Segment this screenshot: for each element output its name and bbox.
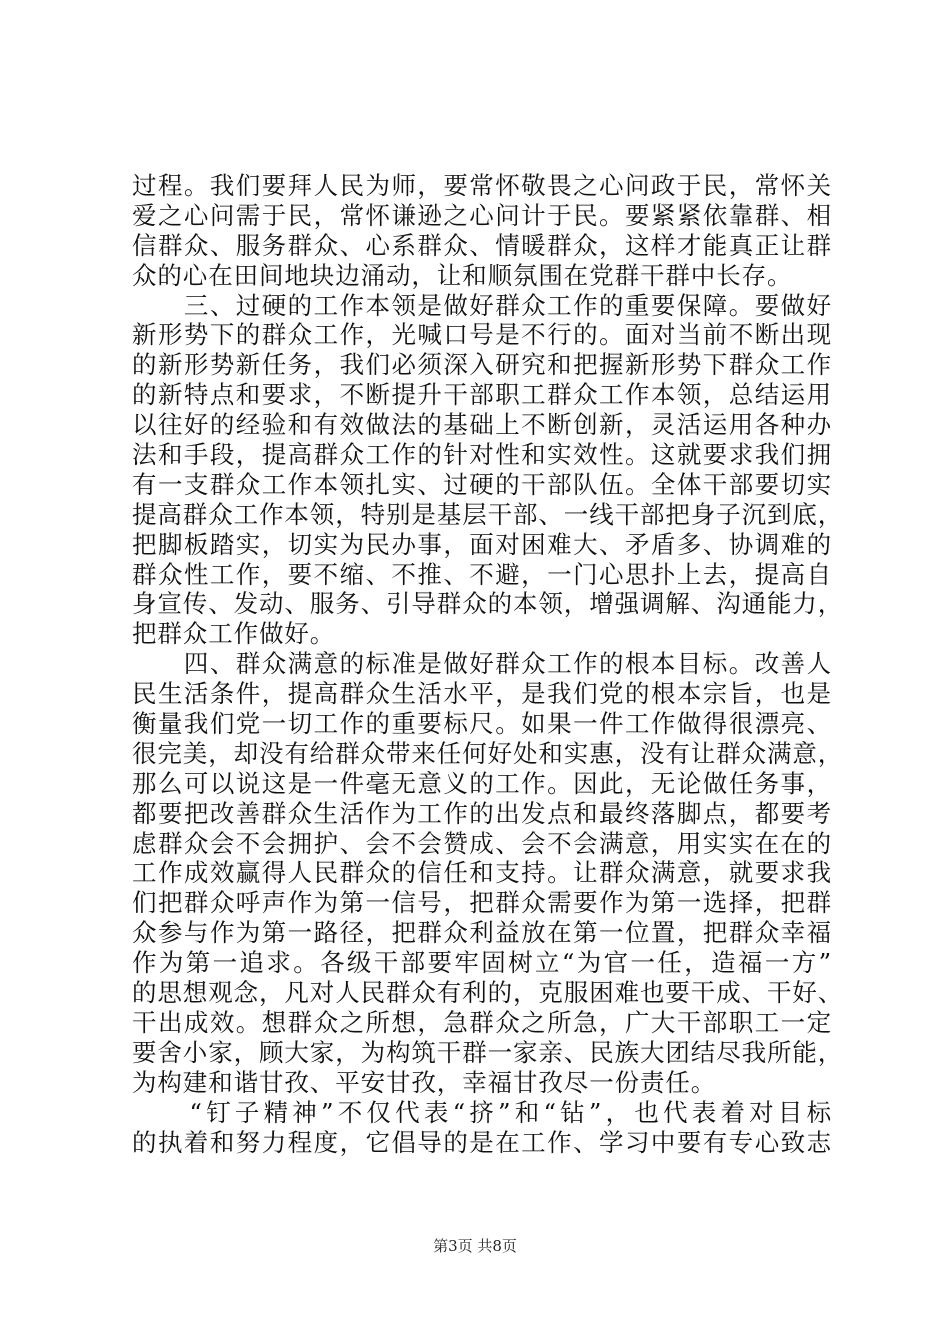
text-line: 要舍小家，顾大家，为构筑干群一家亲、民族大团结尽我所能， [132, 1037, 844, 1067]
text-line: 众参与作为第一路径，把群众利益放在第一位置，把群众幸福 [132, 918, 832, 948]
text-line: 作为第一追求。各级干部要牢固树立“为官一任，造福一方” [132, 948, 832, 978]
page-number: 第3页 共8页 [433, 1237, 517, 1255]
text-line: 干出成效。想群众之所想，急群众之所急，广大干部职工一定 [132, 1007, 832, 1037]
text-line: 身宣传、发动、服务、引导群众的本领，增强调解、沟通能力， [132, 589, 844, 619]
text-line: 爱之心问需于民，常怀谦逊之心问计于民。要紧紧依靠群、相 [132, 200, 832, 230]
text-line: 民生活条件，提高群众生活水平，是我们党的根本宗旨，也是 [132, 679, 832, 709]
text-line: 为构建和谐甘孜、平安甘孜，幸福甘孜尽一份责任。 [132, 1067, 717, 1097]
text-line: 的新特点和要求，不断提升干部职工群众工作本领，总结运用 [132, 380, 832, 410]
text-line: 过程。我们要拜人民为师，要常怀敬畏之心问政于民，常怀关 [132, 171, 832, 200]
text-line: 虑群众会不会拥护、会不会赞成、会不会满意，用实实在在的 [132, 828, 832, 858]
text-line: 提高群众工作本领，特别是基层干部、一线干部把身子沉到底， [132, 499, 844, 529]
text-line: 们把群众呼声作为第一信号，把群众需要作为第一选择，把群 [132, 888, 832, 918]
text-line: 工作成效赢得人民群众的信任和支持。让群众满意，就要求我 [132, 858, 832, 888]
text-line: 的新形势新任务，我们必须深入研究和把握新形势下群众工作 [132, 350, 832, 380]
text-line: 把脚板踏实，切实为民办事，面对困难大、矛盾多、协调难的 [132, 529, 832, 559]
text-line: 衡量我们党一切工作的重要标尺。如果一件工作做得很漂亮、 [132, 709, 832, 739]
text-line: 都要把改善群众生活作为工作的出发点和最终落脚点，都要考 [132, 798, 832, 828]
text-line: 新形势下的群众工作，光喊口号是不行的。面对当前不断出现 [132, 320, 832, 350]
text-line: 那么可以说这是一件毫无意义的工作。因此，无论做任务事， [132, 768, 832, 798]
text-line: 以往好的经验和有效做法的基础上不断创新，灵活运用各种办 [132, 410, 832, 440]
text-line: 四、群众满意的标准是做好群众工作的根本目标。改善人 [132, 649, 832, 679]
text-line: 信群众、服务群众、心系群众、情暖群众，这样才能真正让群 [132, 230, 832, 260]
text-line: 法和手段，提高群众工作的针对性和实效性。这就要求我们拥 [132, 440, 832, 470]
text-line: 把群众工作做好。 [132, 619, 336, 649]
text-line: 有一支群众工作本领扎实、过硬的干部队伍。全体干部要切实 [132, 469, 832, 499]
text-line: 的思想观念，凡对人民群众有利的，克服困难也要干成、干好、 [132, 978, 844, 1008]
text-line: 的执着和努力程度，它倡导的是在工作、学习中要有专心致志 [132, 1127, 832, 1157]
text-line: 群众性工作，要不缩、不推、不避，一门心思扑上去，提高自 [132, 559, 832, 589]
text-line: 众的心在田间地块边涌动，让和顺氛围在党群干群中长存。 [132, 260, 793, 290]
text-line: 很完美，却没有给群众带来任何好处和实惠，没有让群众满意， [132, 738, 844, 768]
text-line: “钉子精神”不仅代表“挤”和“钻”，也代表着对目标 [132, 1097, 832, 1127]
document-body [132, 171, 844, 1157]
text-line: 三、过硬的工作本领是做好群众工作的重要保障。要做好 [132, 290, 832, 320]
